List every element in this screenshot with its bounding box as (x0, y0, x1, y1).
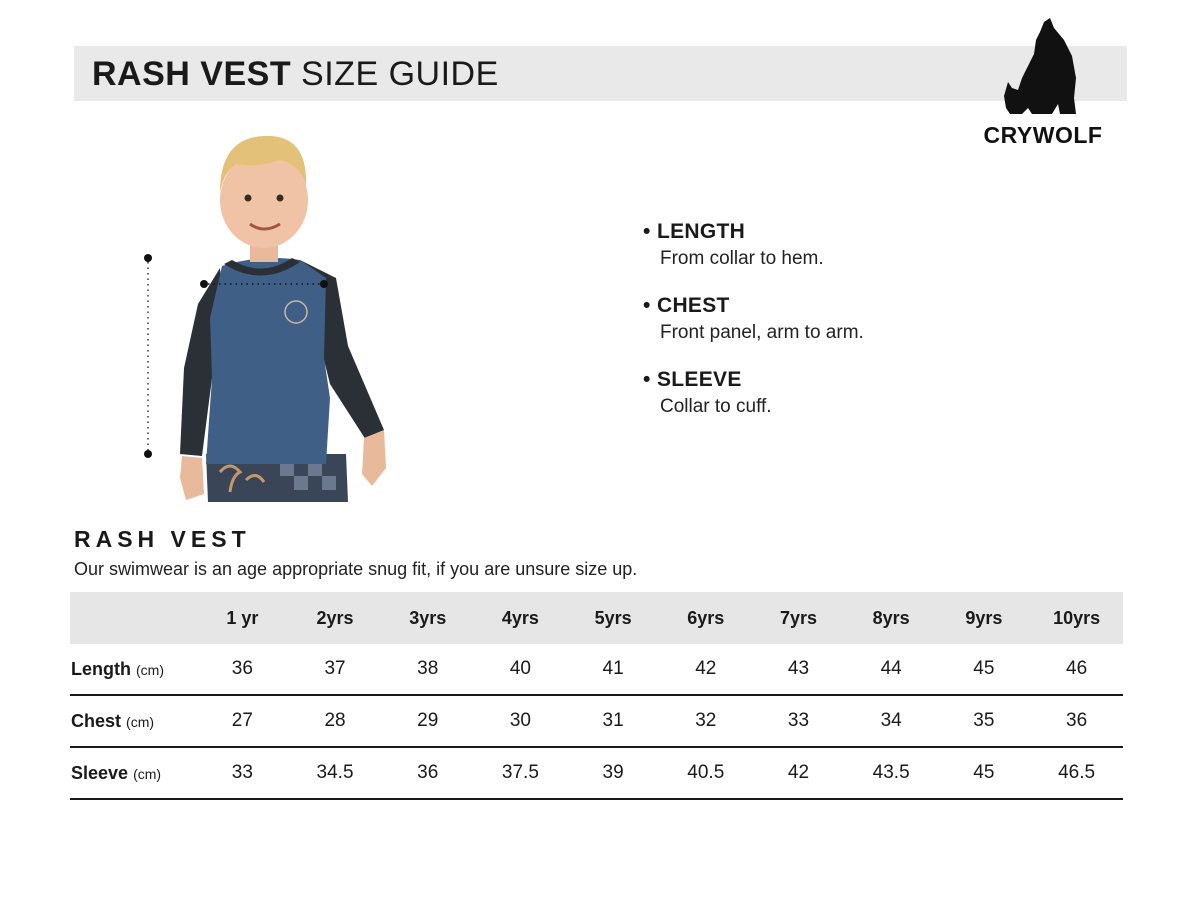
measurement-guide (643, 218, 864, 440)
measure-length (643, 218, 864, 272)
brand-name: CRYWOLF (983, 122, 1103, 148)
page-title (92, 54, 499, 94)
section-subtitle: Our swimwear is an age appropriate snug fit, if you are unsure size up. (74, 559, 638, 579)
bullet-icon: • (643, 294, 651, 317)
length-indicator (144, 254, 152, 458)
measure-desc: From collar to hem. (660, 248, 824, 269)
column-header: 5yrs (567, 592, 660, 644)
measure-desc: Front panel, arm to arm. (660, 322, 864, 343)
table-cell: 40.5 (659, 747, 752, 799)
column-header: 9yrs (938, 592, 1031, 644)
table-cell: 40 (474, 644, 567, 695)
table-cell: 34 (845, 695, 938, 747)
table-cell: 30 (474, 695, 567, 747)
table-cell: 43 (752, 644, 845, 695)
table-cell: 41 (567, 644, 660, 695)
bullet-icon: • (643, 368, 651, 391)
row-unit: (cm) (133, 765, 162, 782)
table-cell: 36 (381, 747, 474, 799)
table-cell: 27 (196, 695, 289, 747)
table-cell: 37.5 (474, 747, 567, 799)
row-label (70, 695, 196, 747)
column-header: 8yrs (845, 592, 938, 644)
model-photo (140, 128, 400, 502)
table-cell: 36 (196, 644, 289, 695)
table-cell: 43.5 (845, 747, 938, 799)
shirt-torso (206, 258, 330, 464)
table-cell: 31 (567, 695, 660, 747)
measure-name: CHEST (657, 294, 730, 317)
right-hand (362, 430, 386, 486)
column-header: 4yrs (474, 592, 567, 644)
column-header: 6yrs (659, 592, 752, 644)
table-cell: 32 (659, 695, 752, 747)
table-row-length (70, 644, 1123, 695)
brand-logo (968, 18, 1118, 154)
table-cell: 38 (381, 644, 474, 695)
measure-name: LENGTH (657, 220, 746, 243)
column-header: 7yrs (752, 592, 845, 644)
section-title: RASH VEST (74, 526, 251, 552)
row-label-text: Chest (71, 710, 122, 731)
row-unit: (cm) (126, 713, 155, 730)
column-header: 10yrs (1030, 592, 1123, 644)
table-cell: 45 (938, 747, 1031, 799)
table-cell: 33 (752, 695, 845, 747)
table-cell: 28 (289, 695, 382, 747)
table-cell: 34.5 (289, 747, 382, 799)
table-cell: 39 (567, 747, 660, 799)
row-label-text: Sleeve (71, 762, 129, 783)
table-row-sleeve (70, 747, 1123, 799)
left-hand (180, 456, 204, 500)
measure-desc: Collar to cuff. (660, 396, 772, 417)
column-header: 2yrs (289, 592, 382, 644)
table-cell: 44 (845, 644, 938, 695)
howling-wolf-icon (1002, 18, 1082, 118)
table-cell: 42 (752, 747, 845, 799)
table-cell: 42 (659, 644, 752, 695)
title-light: SIZE GUIDE (301, 55, 499, 93)
title-strong: RASH VEST (92, 55, 292, 93)
column-header: 1 yr (196, 592, 289, 644)
table-cell: 37 (289, 644, 382, 695)
row-label-text: Length (71, 658, 131, 679)
measure-chest (643, 292, 864, 346)
table-corner (70, 592, 196, 644)
column-header: 3yrs (381, 592, 474, 644)
table-cell: 36 (1030, 695, 1123, 747)
table-cell: 46 (1030, 644, 1123, 695)
row-label (70, 747, 196, 799)
row-unit: (cm) (136, 661, 165, 678)
table-cell: 45 (938, 644, 1031, 695)
table-header-row (70, 592, 1123, 644)
measure-sleeve (643, 366, 864, 420)
table-row-chest (70, 695, 1123, 747)
table-cell: 29 (381, 695, 474, 747)
measure-name: SLEEVE (657, 368, 742, 391)
table-cell: 46.5 (1030, 747, 1123, 799)
size-table (70, 592, 1123, 800)
table-cell: 33 (196, 747, 289, 799)
table-cell: 35 (938, 695, 1031, 747)
row-label (70, 644, 196, 695)
bullet-icon: • (643, 220, 651, 243)
